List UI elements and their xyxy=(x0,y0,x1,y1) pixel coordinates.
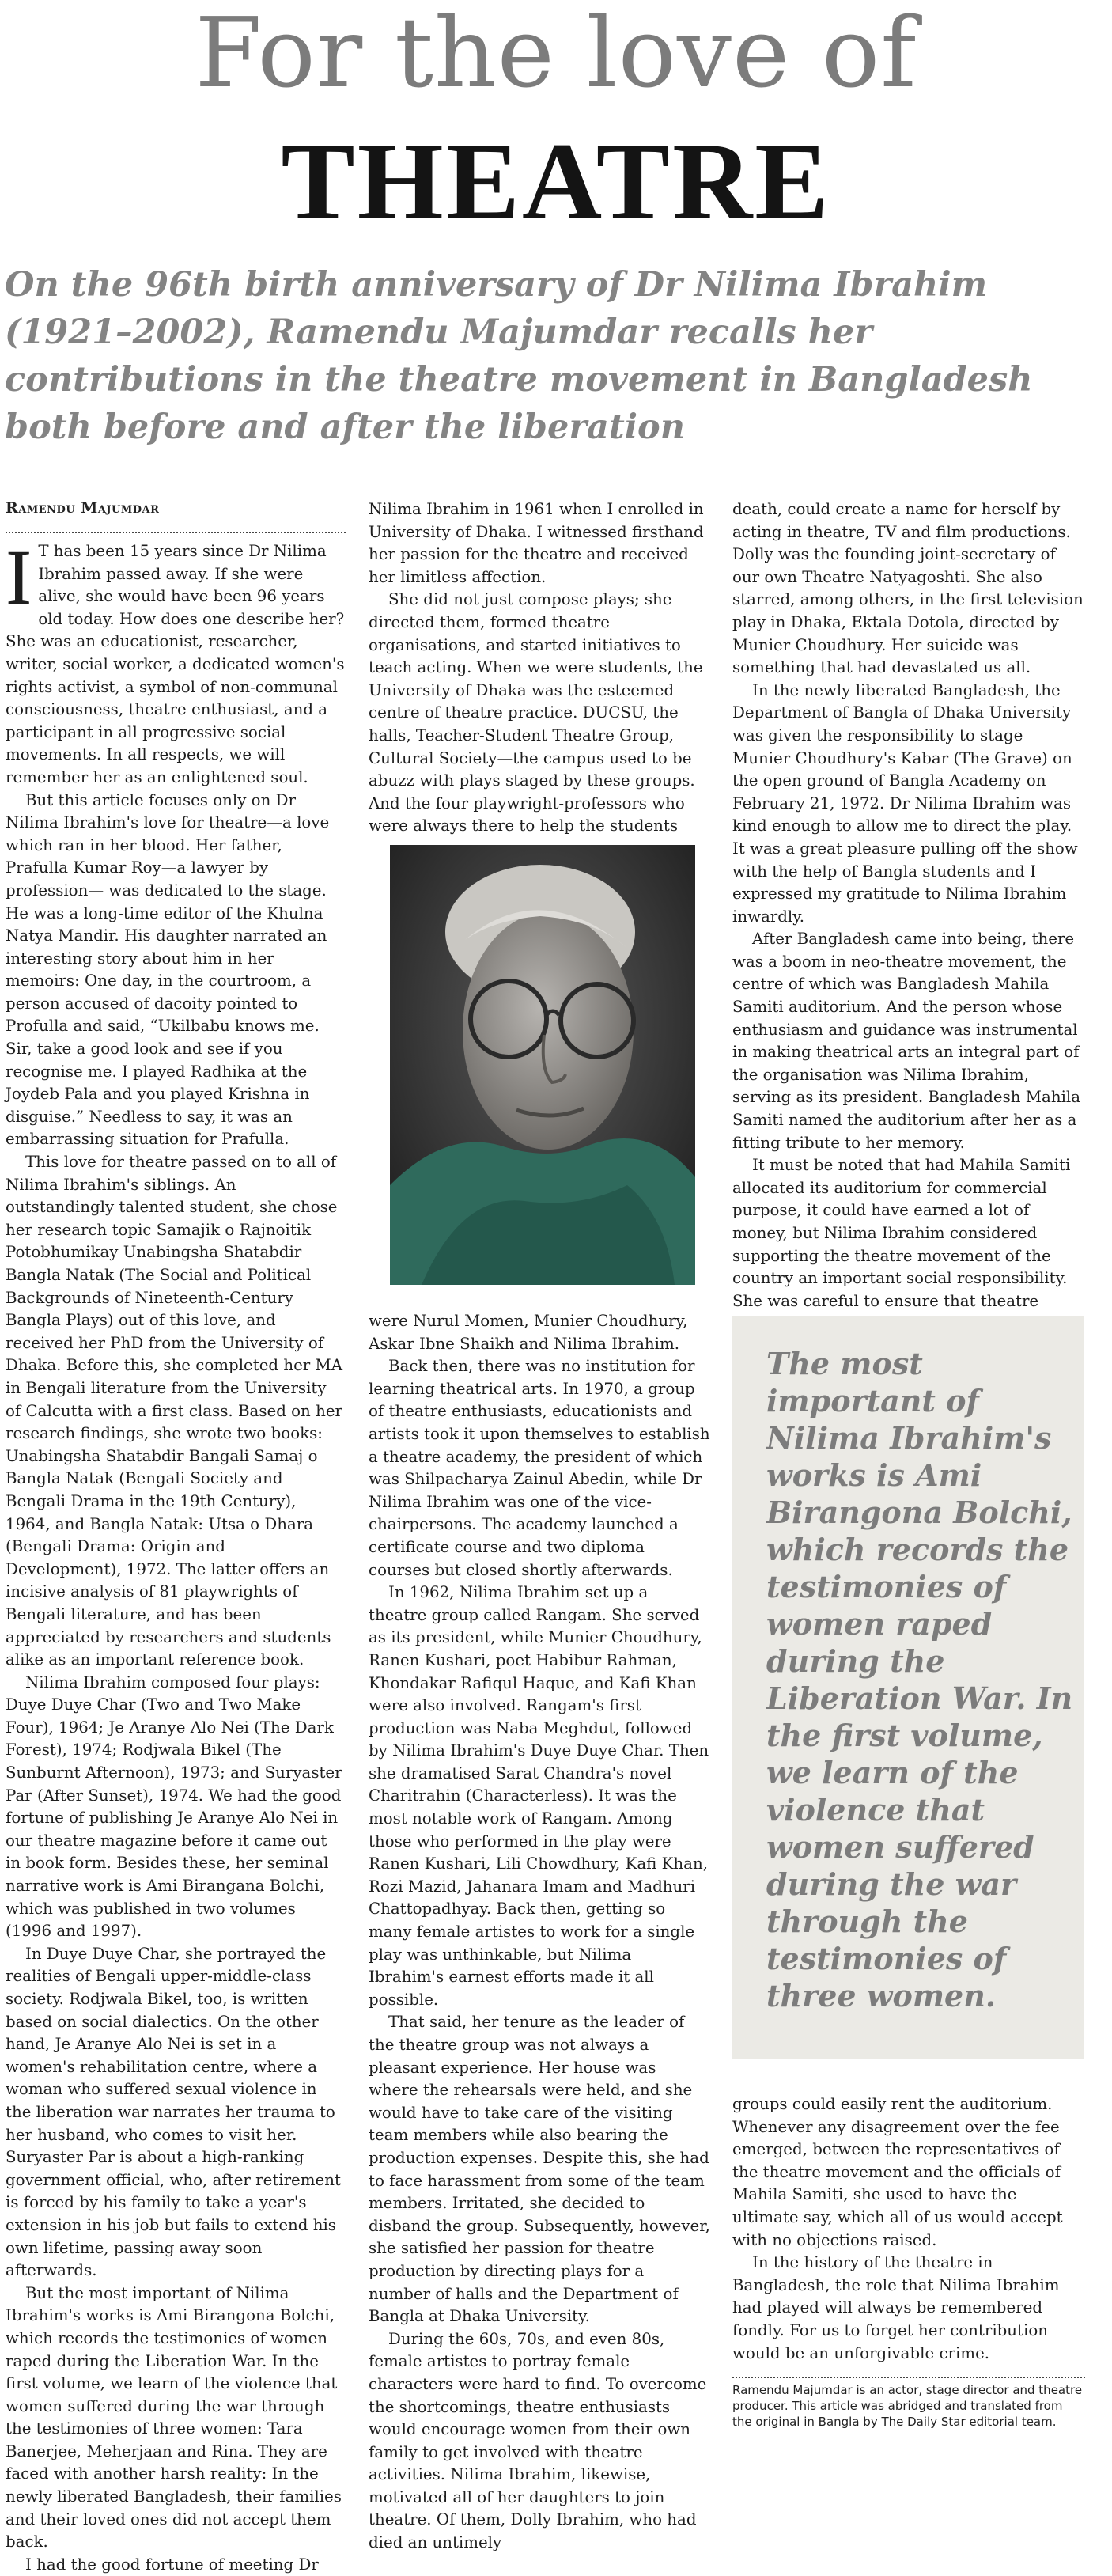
paragraph: In Duye Duye Char, she portrayed the realities of Bengali upper-middle-class society. Rodjwala Bikel, too, is written based on social dialectics. On the other hand, Je Aranye Alo Nei is set in a women's rehabilitation centre, where a woman who suffered sexual violence in the liberation war narrates her trauma to her husband, who comes to visit her. Suryaster Par is about a high-ranking government official, who, after retirement is forced by his family to take a year's extension in his job but fails to extend his own lifetime, passing away soon afterwards. xyxy=(6,1944,341,2280)
pull-quote: The most important of Nilima Ibrahim's works is Ami Birangona Bolchi, which records the testimonies of women raped during the Liberation War. In the first volume, we learn of the violence that women suffered during the war through the testimonies of three women. xyxy=(766,1346,1073,2013)
paragraph: Back then, there was no institution for learning theatrical arts. In 1970, a group of theatre enthusiasts, educationists and artists took it upon themselves to establish a theatre academy, the president of which was Shilpacharya Zainul Abedin, while Dr Nilima Ibrahim was one of the vice-chairpersons. The academy launched a certificate course and two diploma courses but closed shortly afterwards. xyxy=(369,1357,710,1579)
paragraph: Nilima Ibrahim composed four plays: Duye Duye Char (Two and Two Make Four), 1964; Je Aranye Alo Nei (The Dark Forest), 1974; Rodjwala Bikel (The Sunburnt Afternoon), 1973; and Suryaster Par (After Sunset), 1974. We had the good fortune of publishing Je Aranye Alo Nei in our theatre magazine before it came out in book form. Besides these, her seminal narrative work is Ami Birangana Bolchi, which was published in two volumes (1996 and 1997). xyxy=(6,1673,342,1941)
paragraph: After Bangladesh came into being, there was a boom in neo-theatre movement, the centre of which was Bangladesh Mahila Samiti auditorium. And the person whose enthusiasm and guidance was instrumental in making theatrical arts an integral part of the organisation was Nilima Ibrahim, serving as its president. Bangladesh Mahila Samiti named the auditorium after her as a fitting tribute to her memory. xyxy=(732,930,1081,1152)
paragraph: During the 60s, 70s, and even 80s, female artistes to portray female characters were hard to find. To overcome the shortcomings, theatre enthusiasts would encourage women from their own family to get involved with theatre activities. Nilima Ibrahim, likewise, motivated all of her daughters to join theatre. Of them, Dolly Ibrahim, who had died an untimely xyxy=(369,2329,707,2552)
drop-cap: I xyxy=(6,533,32,621)
author-footnote: Ramendu Majumdar is an actor, stage director and theatre producer. This article was abridged and translated from the original in Bangla by The Daily Star editorial team. xyxy=(732,2383,1083,2429)
paragraph: This love for theatre passed on to all of Nilima Ibrahim's siblings. An outstandingly talented student, she chose her research topic Samajik o Rajnoitik Potobhumikay Unabingsha Shatabdir Bangla Natak (The Social and Political Backgrounds of Nineteenth-Century Bangla Plays) out of this love, and received her PhD from the University of Dhaka. Before this, she completed her MA in Bengali literature from the University of Calcutta with a first class. Based on her research findings, she wrote two books: Unabingsha Shatabdir Bangali Samaj o Bangla Natak (Bengali Society and Bengali Drama in the 19th Century), 1964, and Bangla Natak: Utsa o Dhara (Bengali Drama: Origin and Development), 1972. The latter offers an incisive analysis of 81 playwrights of Bengali literature, and has been appreciated by researchers and students alike as an important reference book. xyxy=(6,1153,343,1669)
column-1 xyxy=(6,533,346,2576)
column-3-bottom xyxy=(732,2093,1085,2365)
paragraph: It must be noted that had Mahila Samiti allocated its auditorium for commercial purpose, it could have earned a lot of money, but Nilima Ibrahim considered supporting the theatre movement of the country an important social responsibility. She was careful to ensure that theatre xyxy=(732,1156,1071,1310)
column-2-top xyxy=(369,498,710,838)
headline-line1: For the love of xyxy=(195,0,917,109)
paragraph: In the newly liberated Bangladesh, the Department of Bangla of Dhaka University was given the responsibility to stage Munier Choudhury's Kabar (The Grave) on the open ground of Bangla Academy on February 21, 1972. Dr Nilima Ibrahim was kind enough to allow me to direct the play. It was a great pleasure pulling off the show with the help of Bangla students and I expressed my gratitude to Nilima Ibrahim inwardly. xyxy=(732,680,1078,926)
paragraph-text: T has been 15 years since Dr Nilima Ibrahim passed away. If she were alive, she would have been 96 years old today. How does one describe her? She was an educationist, researcher, writer, social worker, a dedicated women's rights activist, a symbol of non-communal consciousness, theatre enthusiast, and a participant in all progressive social movements. In all respects, we will remember her as an enlightened soul. xyxy=(6,542,345,786)
paragraph: She did not just compose plays; she directed them, formed theatre organisations, and started initiatives to teach acting. When we were students, the University of Dhaka was the esteemed centre of theatre practice. DUCSU, the halls, Teacher-Student Theatre Group, Cultural Society—the campus used to be abuzz with plays staged by these groups. And the four playwright-professors who were always there to help the students xyxy=(369,590,703,835)
deck-subtitle: On the 96th birth anniversary of Dr Nilima Ibrahim (1921–2002), Ramendu Majumdar recalls her contributions in the theatre movement in Bangladesh both before and after the liberation xyxy=(5,265,1033,447)
paragraph: were Nurul Momen, Munier Choudhury, Askar Ibne Shaikh and Nilima Ibrahim. xyxy=(369,1312,688,1353)
paragraph: Nilima Ibrahim in 1961 when I enrolled in University of Dhaka. I witnessed firsthand her passion for the theatre and received her limitless affection. xyxy=(369,500,704,586)
paragraph: In the history of the theatre in Bangladesh, the role that Nilima Ibrahim had played will always be remembered fondly. For us to forget her contribution would be an unforgivable crime. xyxy=(732,2253,1060,2362)
paragraph: But the most important of Nilima Ibrahim's works is Ami Birangona Bolchi, which records the testimonies of women raped during the Liberation War. In the first volume, we learn of the violence that women suffered during the war through the testimonies of three women: Tara Banerjee, Meherjaan and Rina. They are faced with another harsh reality: In the newly liberated Bangladesh, their families and their loved ones did not accept them back. xyxy=(6,2283,342,2551)
portrait-photo xyxy=(390,845,695,1285)
column-2-bottom xyxy=(369,1310,710,2555)
byline: Ramendu Majumdar xyxy=(6,499,160,517)
paragraph: groups could easily rent the auditorium. Whenever any disagreement over the fee emerged, between the representatives of the theatre movement and the officials of Mahila Samiti, she used to have the ultimate say, which all of us would accept with no objections raised. xyxy=(732,2095,1063,2249)
paragraph: That said, her tenure as the leader of the theatre group was not always a pleasant experience. Her house was where the rehearsals were held, and she would have to take care of the visiting team members while also bearing the production expenses. Despite this, she had to face harassment from some of the team members. Irritated, she decided to disband the group. Subsequently, however, she satisfied her passion for theatre production by directing plays for a number of halls and the Department of Bangla at Dhaka University. xyxy=(369,2013,710,2326)
paragraph: I had the good fortune of meeting Dr xyxy=(25,2555,319,2574)
paragraph: But this article focuses only on Dr Nilima Ibrahim's love for theatre—a love which ran in her blood. Her father, Prafulla Kumar Roy—a lawyer by profession— was dedicated to the stage. He was a long-time editor of the Khulna Natya Mandir. His daughter narrated an interesting story about him in her memoirs: One day, in the courtroom, a person accused of dacoity pointed to Profulla and said, “Ukilbabu knows me. Sir, take a good look and see if you recognise me. I played Radhika at the Joydeb Pala and you played Krishna in disguise.” Needless to say, it was an embarrassing situation for Prafulla. xyxy=(6,790,330,1149)
headline-line2: THEATRE xyxy=(281,120,831,243)
paragraph: death, could create a name for herself by acting in theatre, TV and film productions. Dolly was the founding joint-secretary of our own Theatre Natyagoshti. She also starred, among others, in the first television play in Dhaka, Ektala Dotola, directed by Munier Choudhury. Her suicide was something that had devastated us all. xyxy=(732,500,1084,677)
paragraph: In 1962, Nilima Ibrahim set up a theatre group called Rangam. She served as its president, while Munier Choudhury, Ranen Kushari, poet Habibur Rahman, Khondakar Rafiqul Haque, and Kafi Khan were also involved. Rangam's first production was Naba Meghdut, followed by Nilima Ibrahim's Duye Duye Char. Then she dramatised Sarat Chandra's novel Charitrahin (Characterless). It was the most notable work of Rangam. Among those who performed in the play were Ranen Kushari, Lili Chowdhury, Kafi Khan, Rozi Mazid, Jahanara Imam and Madhuri Chattopadhyay. Back then, getting so many female artistes to work for a single play was unthinkable, but Nilima Ibrahim's earnest efforts made it all possible. xyxy=(369,1583,709,2009)
paragraph xyxy=(6,533,346,790)
footnote-rule xyxy=(732,2377,1085,2378)
column-3-top xyxy=(732,498,1085,1313)
byline-rule xyxy=(6,532,346,533)
